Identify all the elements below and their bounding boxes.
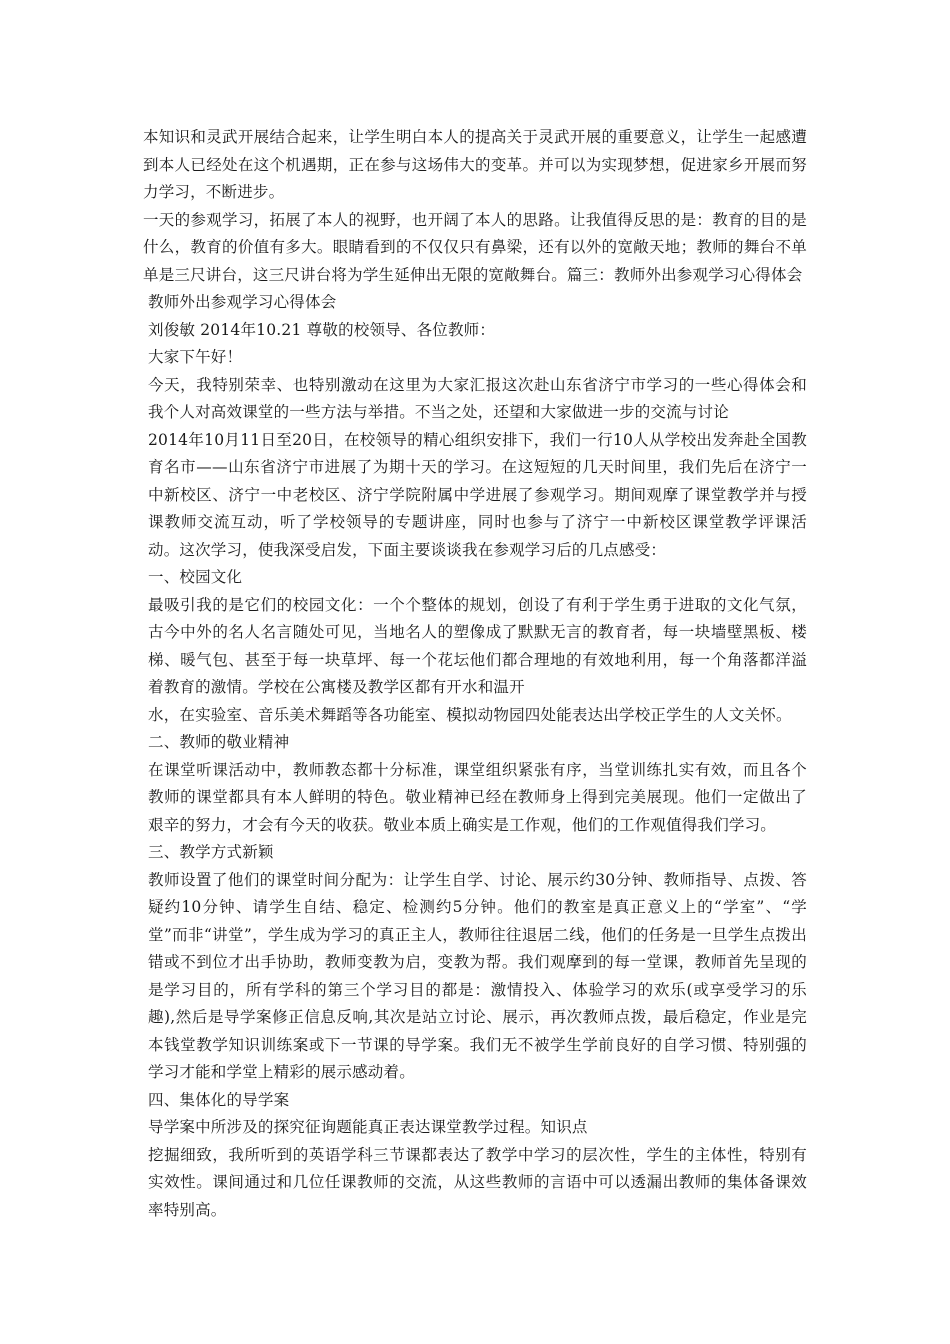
heading-guided-learning-plan: 四、集体化的导学案 [148,1090,290,1109]
greeting: 大家下午好！ [148,348,243,366]
section-title: 教师外出参观学习心得体会 [148,293,337,311]
paragraph-guided-learning-plan: 导学案中所涉及的探究征询题能真正表达课堂教学过程。知识点 [148,1118,588,1136]
heading-teaching-method: 三、教学方式新颖 [148,843,274,861]
author-greeting-line: 刘俊敏 2014年10.21 尊敬的校领导、各位教师： [148,320,496,339]
paragraph-teaching-method: 教师设置了他们的课堂时间分配为：让学生自学、讨论、展示约30分钟、教师指导、点拨、答疑约10分钟、请学生自结、稳定、检测约5分钟。他们的教室是真正意义上的“学室”、“学堂”而非“讲堂”，学生成为学习的真正主人，教师往往退居二线，他们的任务是一旦学生点拨出错或不到位才出手协助，教师变教为启，变教为帮。我们观摩到的每一堂课，教师首先呈现的是学习目的，所有学科的第三个学习目的都是：激情投入、体验学习的欢乐(或享受学习的乐趣),然后是导学案修正信息反响,其次是站立讨论、展示，再次教师点拨，最后稳定，作业是完本钱堂教学知识训练案或下一节课的导学案。我们无不被学生学前良好的自学习惯、特别强的学习才能和学堂上精彩的展示感动着。 [148,870,807,1081]
document-body [143,124,807,1224]
paragraph-intro: 今天，我特别荣幸、也特别激动在这里为大家汇报这次赴山东省济宁市学习的一些心得体会和我个人对高效课堂的一些方法与举措。不当之处，还望和大家做进一步的交流与讨论 [148,375,807,421]
heading-teacher-dedication: 二、教师的敬业精神 [148,733,290,751]
paragraph-teacher-dedication: 在课堂听课活动中，教师教态都十分标准，课堂组织紧张有序，当堂训练扎实有效，而且各个教师的课堂都具有本人鲜明的特色。敬业精神已经在教师身上得到完美展现。他们一定做出了艰辛的努力，才会有今天的收获。敬业本质上确实是工作观，他们的工作观值得我们学习。 [148,760,807,834]
paragraph-2: 一天的参观学习，拓展了本人的视野，也开阔了本人的思路。让我值得反思的是：教育的目的是什么，教育的价值有多大。眼睛看到的不仅仅只有鼻梁，还有以外的宽敞天地；教师的舞台不单单是三尺讲台，这三尺讲台将为学生延伸出无限的宽敞舞台。篇三：教师外出参观学习心得体会 [143,210,807,284]
paragraph-1: 本知识和灵武开展结合起来，让学生明白本人的提高关于灵武开展的重要意义，让学生一起感遭到本人已经处在这个机遇期，正在参与这场伟大的变革。并可以为实现梦想，促进家乡开展而努力学习，不断进步。 [143,128,807,201]
heading-campus-culture: 一、校园文化 [148,568,243,586]
paragraph-campus-culture-cont: 水，在实验室、音乐美术舞蹈等各功能室、模拟动物园四处能表达出学校正学生的人文关怀。 [148,705,792,724]
paragraph-campus-culture: 最吸引我的是它们的校园文化：一个个整体的规划，创设了有利于学生勇于进取的文化气氛，古今中外的名人名言随处可见，当地名人的塑像成了默默无言的教育者，每一块墙壁黑板、楼梯、暖气包、甚至于每一块草坪、每一个花坛他们都合理地的有效地利用，每一个角落都洋溢着教育的激情。学校在公寓楼及教学区都有开水和温开 [148,595,807,696]
paragraph-trip: 2014年10月11日至20日，在校领导的精心组织安排下，我们一行10人从学校出发奔赴全国教育名市——山东省济宁市进展了为期十天的学习。在这短短的几天时间里，我们先后在济宁一中新校区、济宁一中老校区、济宁学院附属中学进展了参观学习。期间观摩了课堂教学并与授课教师交流互动，听了学校领导的专题讲座，同时也参与了济宁一中新校区课堂教学评课活动。这次学习，使我深受启发，下面主要谈谈我在参观学习后的几点感受： [148,430,807,559]
paragraph-knowledge-points: 挖掘细致，我所听到的英语学科三节课都表达了教学中学习的层次性，学生的主体性，特别有实效性。课间通过和几位任课教师的交流，从这些教师的言语中可以透漏出教师的集体备课效率特别高。 [148,1145,807,1219]
